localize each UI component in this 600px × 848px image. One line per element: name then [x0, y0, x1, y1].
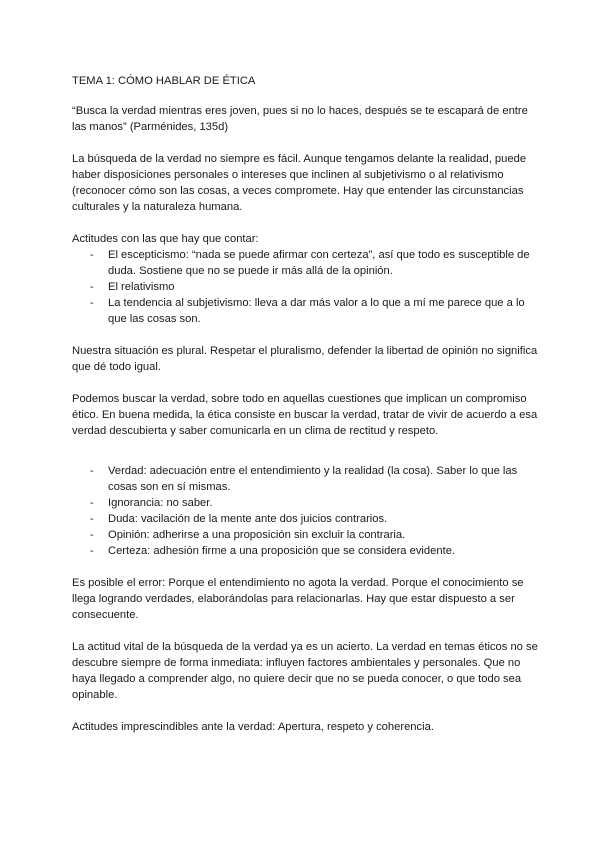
dash-bullet: - — [90, 545, 94, 557]
paragraph-pluralismo: Nuestra situación es plural. Respetar el pluralismo, defender la libertad de opinión no significa que dé todo igual. — [72, 345, 538, 373]
list-item: - Duda: vacilación de la mente ante dos juicios contrarios. — [90, 513, 388, 525]
quote-paragraph: “Busca la verdad mientras eres joven, pues si no lo haces, después se te escapará de entre las manos” (Parménides, 135d) — [72, 105, 528, 133]
list-item: - El escepticismo: “nada se puede afirmar con certeza”, así que todo es susceptible de duda. Sostiene que no se puede ir más allá de la opinión. — [90, 249, 530, 277]
document-title: TEMA 1: CÓMO HABLAR DE ÉTICA — [72, 75, 256, 87]
paragraph-actitudes-imprescindibles: Actitudes imprescindibles ante la verdad: Apertura, respeto y coherencia. — [72, 721, 434, 733]
list-item: - El relativismo — [90, 281, 175, 293]
dash-bullet: - — [90, 529, 94, 541]
paragraph-error: Es posible el error: Porque el entendimiento no agota la verdad. Porque el conocimiento se llega logrando verdades, elaborándolas para relacionarlas. Hay que estar dispuesto a ser consecuente. — [72, 577, 524, 621]
paragraph-busqueda: La búsqueda de la verdad no siempre es fácil. Aunque tengamos delante la realidad, puede haber disposiciones personales o intereses que inclinen al subjetivismo o al relativismo (reconocer cómo son las cosas, a veces compromete. Hay que entender las circunstancias culturales y la naturaleza humana. — [72, 153, 527, 213]
dash-bullet: - — [90, 297, 94, 309]
definitions-list — [72, 463, 540, 559]
paragraph-buscar-verdad: Podemos buscar la verdad, sobre todo en aquellas cuestiones que implican un compromiso ético. En buena medida, la ética consiste en buscar la verdad, tratar de vivir de acuerdo a esa verdad descubierta y saber comunicarla en un clima de rectitud y respeto. — [72, 393, 538, 437]
list-item: - Verdad: adecuación entre el entendimiento y la realidad (la cosa). Saber lo que las cosas son en sí mismas. — [90, 465, 518, 493]
dash-bullet: - — [90, 281, 94, 293]
attitudes-list — [72, 247, 540, 327]
list-item: - La tendencia al subjetivismo: lleva a dar más valor a lo que a mí me parece que a lo que las cosas son. — [90, 297, 525, 325]
attitudes-intro: Actitudes con las que hay que contar: — [72, 233, 259, 245]
list-item: - Certeza: adhesión firme a una proposición que se considera evidente. — [90, 545, 456, 557]
dash-bullet: - — [90, 513, 94, 525]
list-item: - Ignorancia: no saber. — [90, 497, 213, 509]
dash-bullet: - — [90, 497, 94, 509]
paragraph-actitud-vital: La actitud vital de la búsqueda de la verdad ya es un acierto. La verdad en temas éticos no se descubre siempre de forma inmediata: influyen factores ambientales y personales. Que no haya llegado a comprender algo, no quiere decir que no se pueda conocer, o que todo sea opinable. — [72, 641, 538, 701]
list-item: - Opinión: adherirse a una proposición sin excluir la contraria. — [90, 529, 406, 541]
dash-bullet: - — [90, 465, 94, 477]
dash-bullet: - — [90, 249, 94, 261]
